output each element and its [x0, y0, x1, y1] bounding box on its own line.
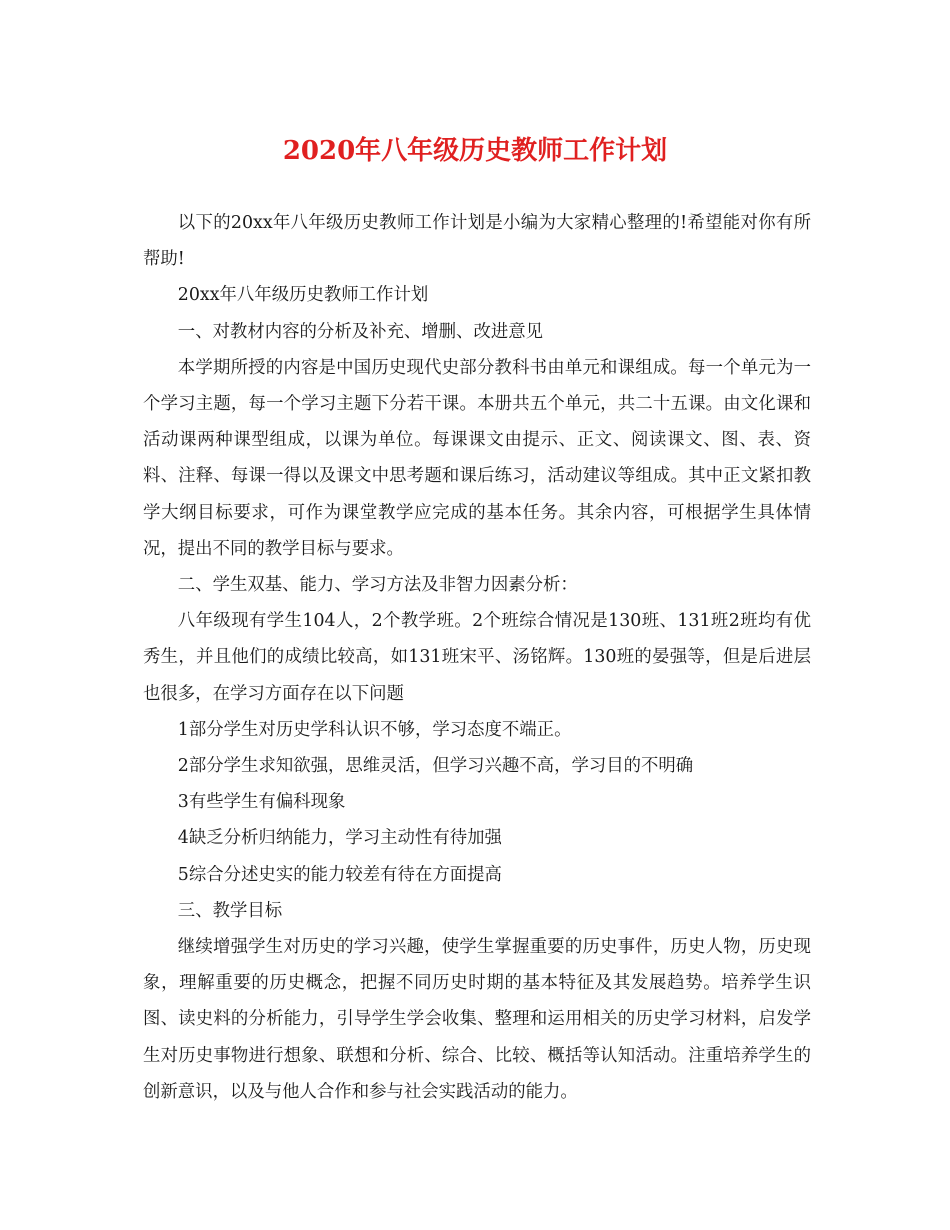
paragraph-textbook-analysis: 本学期所授的内容是中国历史现代史部分教科书由单元和课组成。每一个单元为一个学习主题，每一个学习主题下分若干课。本册共五个单元，共二十五课。由文化课和活动课两种课型组成，以课为单位。每课课文由提示、正文、阅读课文、图、表、资料、注释、每课一得以及课文中思考题和课后练习，活动建议等组成。其中正文紧扣教学大纲目标要求，可作为课堂教学应完成的基本任务。其余内容，可根据学生具体情况，提出不同的教学目标与要求。 — [143, 357, 811, 559]
paragraph-teaching-goals: 继续增强学生对历史的学习兴趣，使学生掌握重要的历史事件，历史人物，历史现象，理解重要的历史概念，把握不同历史时期的基本特征及其发展趋势。培养学生识图、读史料的分析能力，引导学生学会收集、整理和运用相关的历史学习材料，启发学生对历史事物进行想象、联想和分析、综合、比较、概括等认知活动。注重培养学生的创新意识，以及与他人合作和参与社会实践活动的能力。 — [143, 937, 811, 1102]
paragraph-student-analysis: 八年级现有学生104人，2个教学班。2个班综合情况是130班、131班2班均有优秀生，并且他们的成绩比较高，如131班宋平、汤铭辉。130班的晏强等，但是后进层也很多，在学习方面存在以下问题 — [143, 611, 811, 704]
list-item-problem-2: 2部分学生求知欲强，思维灵活，但学习兴趣不高，学习目的不明确 — [177, 756, 694, 777]
list-item-problem-3: 3有些学生有偏科现象 — [177, 792, 346, 813]
document-title: 2020年八年级历史教师工作计划 — [282, 136, 668, 166]
document-body — [143, 205, 811, 1110]
section-heading-3: 三、教学目标 — [177, 900, 283, 921]
list-item-problem-1: 1部分学生对历史学科认识不够，学习态度不端正。 — [177, 719, 572, 740]
paragraph-subtitle: 20xx年八年级历史教师工作计划 — [177, 285, 429, 306]
paragraph-intro: 以下的20xx年八年级历史教师工作计划是小编为大家精心整理的!希望能对你有所帮助! — [143, 213, 811, 270]
list-item-problem-4: 4缺乏分析归纳能力，学习主动性有待加强 — [177, 828, 502, 849]
section-heading-2: 二、学生双基、能力、学习方法及非智力因素分析： — [177, 575, 578, 596]
list-item-problem-5: 5综合分述史实的能力较差有待在方面提高 — [177, 864, 502, 885]
section-heading-1: 一、对教材内容的分析及补充、增删、改进意见 — [177, 321, 544, 342]
